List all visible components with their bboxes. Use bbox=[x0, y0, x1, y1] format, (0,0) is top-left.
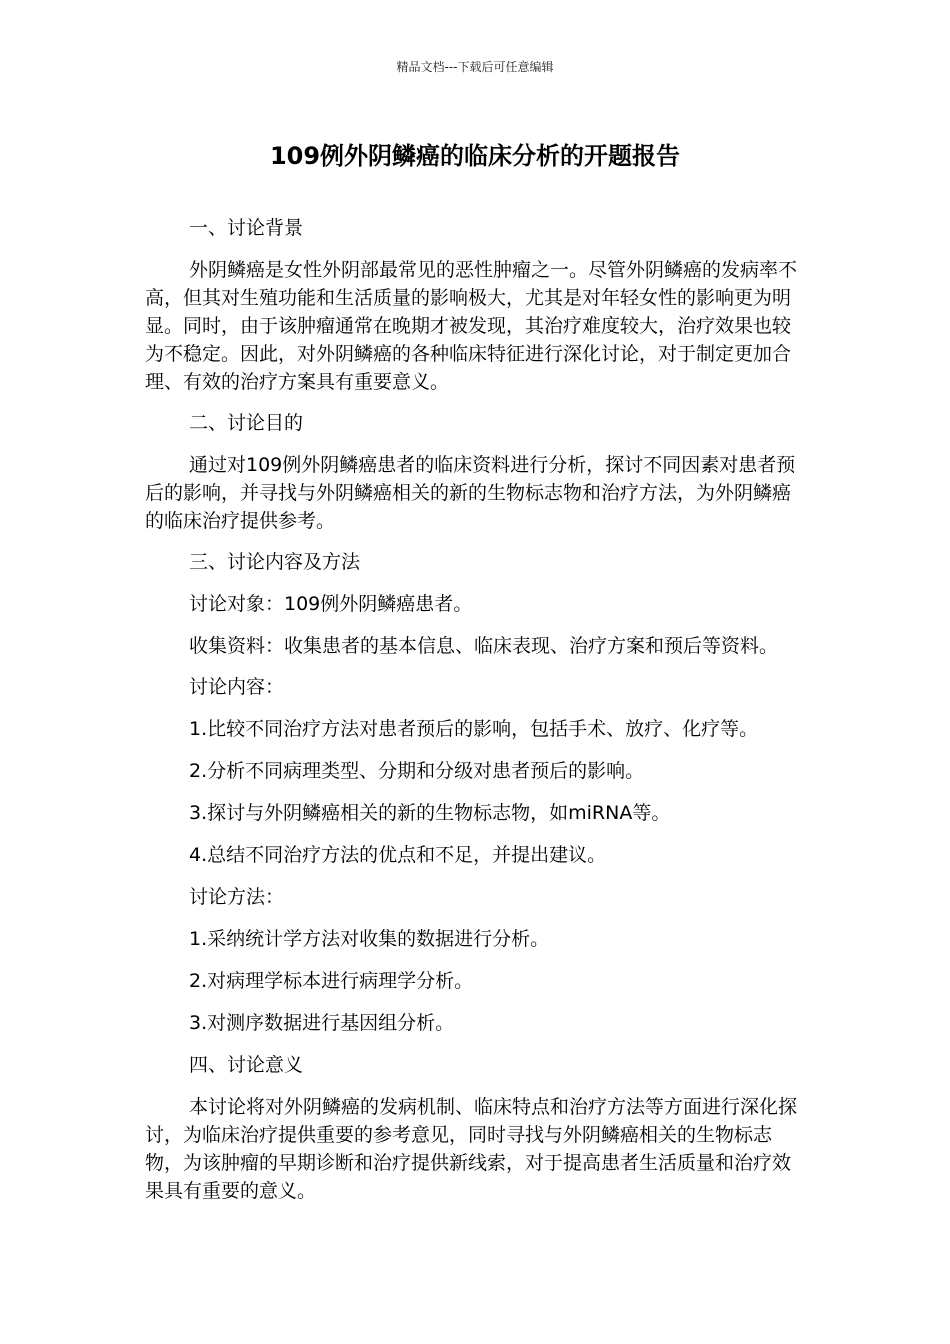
section-heading-purpose: 二、讨论目的 bbox=[189, 412, 304, 434]
method-item-3: 3.对测序数据进行基因组分析。 bbox=[189, 1012, 455, 1034]
paragraph-purpose: 通过对109例外阴鳞癌患者的临床资料进行分析，探讨不同因素对患者预后的影响，并寻找与外阴鳞癌相关的新的生物标志物和治疗方法，为外阴鳞癌的临床治疗提供参考。 bbox=[145, 454, 796, 532]
method-item-1: 1.采纳统计学方法对收集的数据进行分析。 bbox=[189, 928, 550, 950]
header-note: 精品文档---下载后可任意编辑 bbox=[396, 60, 554, 74]
section-heading-methods: 三、讨论内容及方法 bbox=[189, 551, 361, 573]
paragraph-background: 外阴鳞癌是女性外阴部最常见的恶性肿瘤之一。尽管外阴鳞癌的发病率不高，但其对生殖功能和生活质量的影响极大，尤其是对年轻女性的影响更为明显。同时，由于该肿瘤通常在晚期才被发现，其治疗难度较大，治疗效果也较为不稳定。因此，对外阴鳞癌的各种临床特征进行深化讨论，对于制定更加合理、有效的治疗方案具有重要意义。 bbox=[145, 259, 798, 393]
method-item-2: 2.对病理学标本进行病理学分析。 bbox=[189, 970, 474, 992]
method-label: 讨论方法： bbox=[189, 886, 285, 908]
content-item-3: 3.探讨与外阴鳞癌相关的新的生物标志物，如miRNA等。 bbox=[189, 802, 671, 824]
page-title: 109例外阴鳞癌的临床分析的开题报告 bbox=[269, 142, 681, 170]
section-heading-significance: 四、讨论意义 bbox=[189, 1054, 304, 1076]
document-body bbox=[145, 214, 805, 1218]
paragraph-data-collection: 收集资料：收集患者的基本信息、临床表现、治疗方案和预后等资料。 bbox=[189, 635, 779, 657]
paragraph-significance: 本讨论将对外阴鳞癌的发病机制、临床特点和治疗方法等方面进行深化探讨，为临床治疗提供重要的参考意见，同时寻找与外阴鳞癌相关的生物标志物，为该肿瘤的早期诊断和治疗提供新线索，对于提高患者生活质量和治疗效果具有重要的意义。 bbox=[145, 1096, 798, 1202]
content-label: 讨论内容： bbox=[189, 676, 285, 698]
section-heading-background: 一、讨论背景 bbox=[189, 217, 304, 239]
paragraph-subject: 讨论对象：109例外阴鳞癌患者。 bbox=[189, 593, 473, 615]
content-item-4: 4.总结不同治疗方法的优点和不足，并提出建议。 bbox=[189, 844, 607, 866]
content-item-1: 1.比较不同治疗方法对患者预后的影响，包括手术、放疗、化疗等。 bbox=[189, 718, 759, 740]
content-item-2: 2.分析不同病理类型、分期和分级对患者预后的影响。 bbox=[189, 760, 645, 782]
